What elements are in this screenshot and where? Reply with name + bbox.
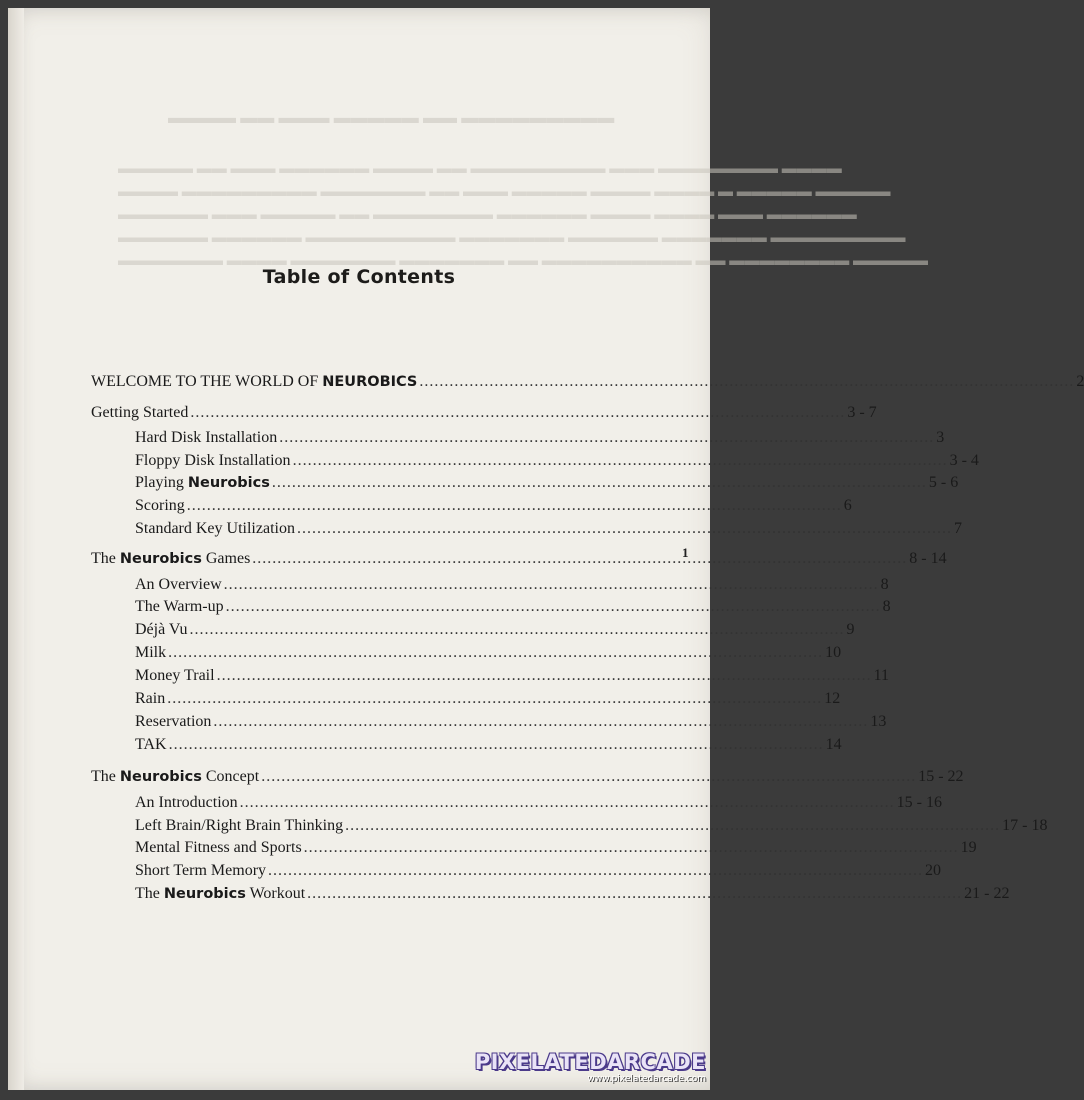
toc-entry: [135, 644, 842, 662]
toc-entry-title: [135, 474, 270, 492]
toc-entry: [135, 474, 959, 492]
page-number: 1: [682, 545, 689, 560]
toc-entry: [135, 520, 962, 538]
toc-entry-page: 8 - 14: [909, 550, 947, 567]
toc-entry-page: 20: [925, 862, 942, 879]
toc-entry-title-bold: Neurobics: [163, 886, 246, 902]
toc-entry-title: [135, 520, 295, 538]
dot-leader: [268, 862, 923, 880]
toc-entry-title: [135, 497, 185, 515]
toc-entry-page: 9: [846, 621, 855, 638]
toc-entry-title: [91, 404, 188, 422]
toc-entry-title-text: Reservation: [135, 713, 212, 730]
toc-entry: [135, 736, 842, 754]
toc-entry-title: [135, 794, 238, 812]
toc-entry-page: 19: [960, 839, 977, 856]
toc-entry-title-text: TAK: [135, 736, 167, 753]
toc-entry-title-text: Mental Fitness and Sports: [135, 839, 302, 856]
toc-entry-title-bold: Neurobics: [187, 475, 270, 491]
toc-entry: [91, 768, 964, 786]
toc-entry: [135, 690, 841, 708]
watermark-url: www.pixelatedarcade.com: [587, 1074, 706, 1084]
toc-entry-page: 6: [843, 497, 852, 514]
toc-entry-page: 12: [824, 690, 841, 707]
toc-entry-page: 15 - 22: [918, 768, 964, 785]
toc-entry-page: 2: [1076, 373, 1084, 390]
toc-entry-title: [91, 373, 417, 391]
dot-leader: [307, 885, 962, 903]
toc-entry-title-text: Hard Disk Installation: [135, 429, 278, 446]
toc-entry-title: [135, 713, 211, 731]
toc-entry-page: 7: [953, 520, 962, 537]
toc-entry: [135, 839, 977, 857]
toc-entry-title: [135, 667, 215, 685]
dot-leader: [345, 817, 1000, 835]
toc-entry-page: 8: [880, 576, 889, 593]
toc-entry: [135, 576, 889, 594]
page-title: Table of Contents: [262, 266, 456, 288]
dot-leader: [261, 768, 916, 786]
toc-entry-title-text: Déjà Vu: [135, 621, 188, 638]
table-of-contents: [8, 8, 1084, 1090]
toc-entry-title: [135, 429, 277, 447]
toc-entry-title-bold: Neurobics: [119, 769, 202, 785]
toc-entry-title-text: Left Brain/Right Brain Thinking: [135, 817, 344, 834]
toc-entry: [135, 817, 1048, 835]
dot-leader: [190, 621, 845, 639]
toc-entry-title-text: The: [91, 768, 120, 785]
toc-entry-title: [135, 598, 224, 616]
dot-leader: [190, 404, 845, 422]
toc-entry: [135, 429, 945, 447]
toc-entry-title-text: The: [135, 885, 164, 902]
toc-entry-title-suffix: Concept: [201, 768, 260, 785]
toc-entry-title: [91, 550, 250, 568]
toc-entry-title-suffix: Workout: [245, 885, 306, 902]
toc-entry-title-suffix: Games: [201, 550, 251, 567]
dot-leader: [213, 713, 868, 731]
toc-entry-page: 14: [825, 736, 842, 753]
toc-entry-title-text: Rain: [135, 690, 166, 707]
toc-entry-title: [91, 768, 259, 786]
toc-entry-title-text: Short Term Memory: [135, 862, 267, 879]
toc-entry-title-bold: Neurobics: [119, 551, 202, 567]
toc-entry-title-text: Money Trail: [135, 667, 215, 684]
toc-entry: [91, 404, 877, 422]
toc-entry-title-text: The: [91, 550, 120, 567]
dot-leader: [169, 736, 824, 754]
dot-leader: [217, 667, 872, 685]
toc-entry-title: [135, 736, 167, 754]
dot-leader: [167, 690, 822, 708]
toc-entry: [135, 621, 855, 639]
toc-entry-title-text: An Introduction: [135, 794, 238, 811]
toc-entry-title-text: Floppy Disk Installation: [135, 452, 291, 469]
toc-entry-title-text: Standard Key Utilization: [135, 520, 295, 537]
dot-leader: [279, 429, 934, 447]
toc-entry: [135, 598, 891, 616]
toc-entry-page: 3 - 7: [847, 404, 877, 421]
toc-entry-page: 17 - 18: [1002, 817, 1048, 834]
toc-entry-title-text: Getting Started: [91, 404, 189, 421]
manual-page: [8, 8, 1084, 1090]
toc-entry-title-text: Playing: [135, 474, 188, 491]
show-through-text: ▬▬▬▬▬ ▬▬ ▬▬▬ ▬▬▬▬▬▬ ▬▬▬▬ ▬▬ ▬▬▬▬▬▬▬▬▬ ▬▬▬ ▬▬▬▬▬▬▬▬ ▬▬▬▬ ▬▬▬▬ ▬▬▬▬▬▬▬▬▬ ▬▬▬▬▬▬▬ ▬▬ ▬▬▬ ▬▬▬▬▬ ▬▬▬▬ ▬▬▬▬ ▬ ▬▬▬▬▬ ▬▬▬▬▬ ▬▬▬▬▬▬ ▬▬▬ ▬▬▬▬▬ ▬▬ ▬▬▬▬▬▬▬▬ ▬▬▬▬▬▬ ▬▬▬▬ ▬▬▬▬ ▬▬▬ ▬▬▬▬▬▬ ▬▬▬▬▬▬ ▬▬▬▬▬▬ ▬▬▬▬▬▬▬▬▬▬ ▬▬▬▬▬▬▬ ▬▬▬▬▬▬ ▬▬▬▬▬▬▬ ▬▬▬▬▬▬▬▬▬ ▬▬▬▬▬▬▬ ▬▬▬▬ ▬▬▬▬▬▬▬ ▬▬▬▬▬▬▬ ▬▬ ▬▬▬▬▬▬▬▬▬▬ ▬▬ ▬▬▬▬▬▬▬▬ ▬▬▬▬▬: [118, 161, 928, 269]
toc-entry: [135, 713, 887, 731]
toc-entry: [135, 794, 942, 812]
dot-leader: [240, 794, 895, 812]
toc-entry-title-text: Scoring: [135, 497, 185, 514]
toc-entry-page: 15 - 16: [896, 794, 942, 811]
toc-entry-title: [135, 621, 188, 639]
toc-entry-title: [135, 644, 166, 662]
toc-entry-page: 5 - 6: [928, 474, 959, 491]
dot-leader: [419, 373, 1074, 391]
watermark-logo: [475, 1050, 706, 1084]
toc-entry-title: [135, 839, 302, 857]
toc-entry-page: 8: [882, 598, 891, 615]
dot-leader: [304, 839, 959, 857]
toc-entry-title-text: WELCOME TO THE WORLD OF: [91, 373, 323, 390]
dot-leader: [252, 550, 907, 568]
toc-entry: [135, 452, 979, 470]
dot-leader: [224, 576, 879, 594]
toc-entry-page: 3: [936, 429, 945, 446]
toc-entry-title: [135, 862, 266, 880]
toc-entry: [135, 885, 1010, 903]
toc-entry: [135, 862, 942, 880]
dot-leader: [226, 598, 881, 616]
toc-entry-page: 3 - 4: [949, 452, 979, 469]
dot-leader: [187, 497, 842, 515]
toc-entry: [91, 550, 947, 568]
toc-entry-page: 21 - 22: [964, 885, 1010, 902]
toc-entry-title: [135, 690, 165, 708]
toc-entry: [135, 497, 852, 515]
dot-leader: [168, 644, 823, 662]
show-through-heading: ▬▬▬▬ ▬▬ ▬▬▬ ▬▬▬▬▬ ▬▬ ▬▬▬▬▬▬▬▬▬: [168, 108, 615, 127]
toc-entry-page: 11: [873, 667, 889, 684]
toc-entry: [135, 667, 889, 685]
toc-entry-title-text: The Warm-up: [135, 598, 224, 615]
toc-entry-title-text: An Overview: [135, 576, 222, 593]
toc-entry-title: [135, 452, 291, 470]
dot-leader: [272, 474, 927, 492]
toc-entry-title-text: Milk: [135, 644, 167, 661]
dot-leader: [293, 452, 948, 470]
dot-leader: [297, 520, 952, 538]
toc-entry-page: 13: [870, 713, 887, 730]
toc-entry-page: 10: [825, 644, 842, 661]
toc-entry-title: [135, 817, 343, 835]
toc-entry: [91, 373, 1084, 391]
toc-entry-title: [135, 576, 222, 594]
toc-entry-title-bold: NEUROBICS: [322, 374, 418, 390]
toc-entry-title: [135, 885, 305, 903]
watermark-name: PIXELATEDARCADE: [474, 1050, 706, 1074]
